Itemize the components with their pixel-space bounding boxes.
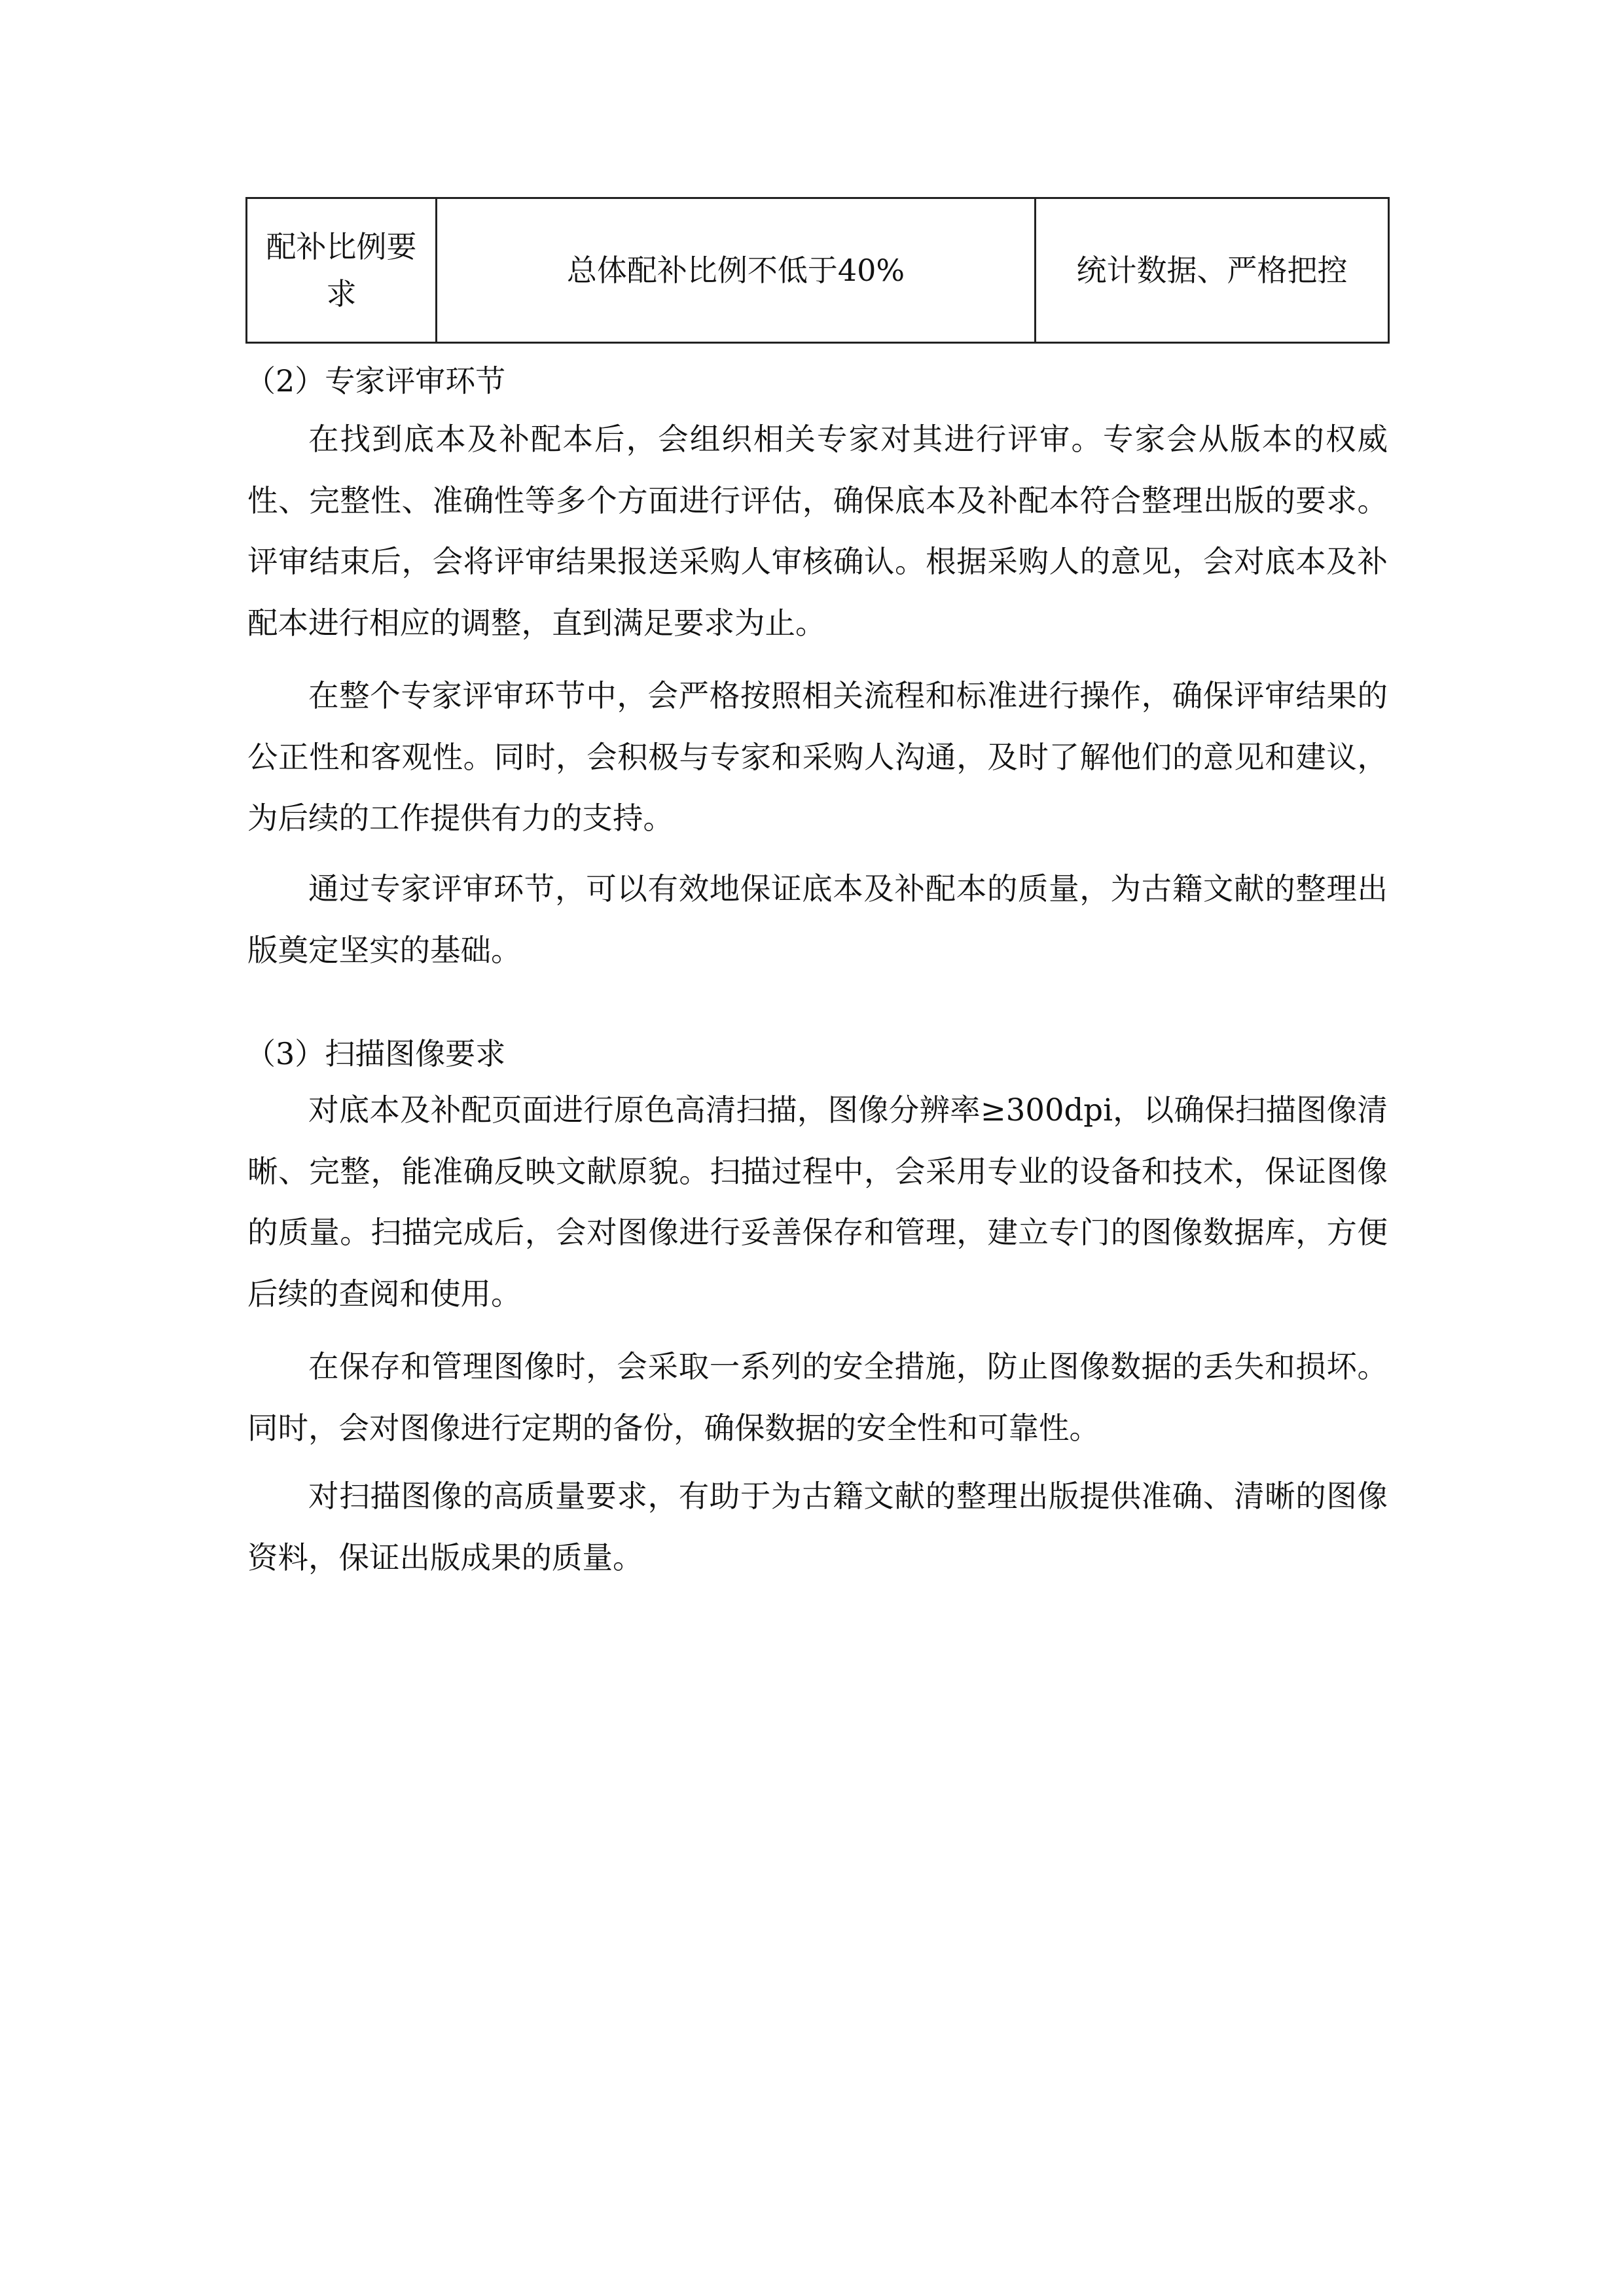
paragraph: 对扫描图像的高质量要求，有助于为古籍文献的整理出版提供准确、清晰的图像资料，保证出版成果的质量。 — [247, 1479, 1388, 1575]
paragraph: 通过专家评审环节，可以有效地保证底本及补配本的质量，为古籍文献的整理出版奠定坚实的基础。 — [247, 871, 1388, 968]
paragraph: 对底本及补配页面进行原色高清扫描，图像分辨率≥300dpi，以确保扫描图像清晰、完整，能准确反映文献原貌。扫描过程中，会采用专业的设备和技术，保证图像的质量。扫描完成后，会对图像进行妥善保存和管理，建立专门的图像数据库，方便后续的查阅和使用。 — [247, 1092, 1388, 1312]
section-heading-expert-review: （2）专家评审环节 — [245, 363, 506, 399]
table-cell-item: 配补比例要求 — [247, 198, 437, 343]
table-row — [247, 198, 1389, 343]
requirements-table — [245, 197, 1390, 344]
table-cell-requirement: 总体配补比例不低于40% — [437, 198, 1036, 343]
section-heading-scan-requirements: （3）扫描图像要求 — [245, 1036, 506, 1071]
table-cell-measure: 统计数据、严格把控 — [1036, 198, 1389, 343]
paragraph: 在整个专家评审环节中，会严格按照相关流程和标准进行操作，确保评审结果的公正性和客观性。同时，会积极与专家和采购人沟通，及时了解他们的意见和建议，为后续的工作提供有力的支持。 — [247, 678, 1388, 836]
paragraph: 在找到底本及补配本后，会组织相关专家对其进行评审。专家会从版本的权威性、完整性、准确性等多个方面进行评估，确保底本及补配本符合整理出版的要求。评审结束后，会将评审结果报送采购人审核确认。根据采购人的意见，会对底本及补配本进行相应的调整，直到满足要求为止。 — [247, 422, 1388, 641]
paragraph: 在保存和管理图像时，会采取一系列的安全措施，防止图像数据的丢失和损坏。同时，会对图像进行定期的备份，确保数据的安全性和可靠性。 — [247, 1349, 1388, 1446]
